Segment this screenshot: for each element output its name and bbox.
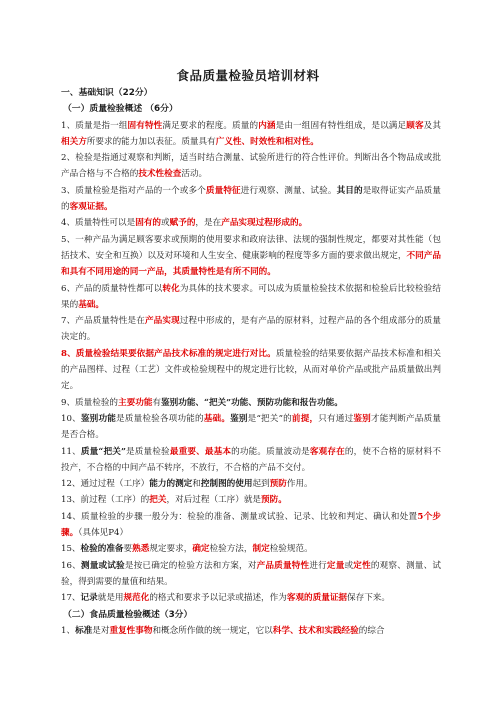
emphasis-text: 基础。 [78, 299, 104, 310]
body-text: 有 [152, 397, 162, 408]
body-text: 12、通过过程（工序） [61, 479, 150, 490]
body-text: 活动。 [181, 169, 208, 180]
emphasis-text: 定性 [353, 560, 371, 571]
emphasis-text: 把关 [149, 495, 167, 506]
body-text: ，对后过程（工序）就是 [166, 495, 262, 506]
emphasis-text: 主要功能 [118, 397, 153, 408]
subsection-heading-inspection-overview: （一）质量检验概述 （6分） [63, 104, 178, 115]
emphasis-text: 科学、技术和实践经验 [272, 625, 359, 636]
bold-text: 能力的测定 [149, 479, 193, 490]
body-text: 的综合 [358, 625, 385, 636]
body-text: 满足要求的程度。质量的 [162, 120, 259, 131]
emphasis-text: 不同产品和具有不同用途的同一产品，其质量特性是有所不同的。 [61, 250, 441, 278]
emphasis-text: 规范化 [123, 593, 150, 604]
body-text: 6、产品的质量特性都可以 [61, 283, 163, 294]
emphasis-text: 质量特征 [205, 185, 241, 196]
numbered-paragraph [61, 150, 441, 183]
body-text: 是取得证实产品质量的 [61, 185, 441, 213]
body-text: 和 [192, 479, 201, 490]
emphasis-text: 产品实现过程形成的。 [221, 218, 308, 229]
body-text: 5、一种产品为满足顾客要求或预期的使用要求和政府法律、法规的强制性规定，都要对其性能（包括技术、安全和互换）以及对环境和人生安全、健康影响的程度等多方面的要求做出规定， [61, 234, 441, 261]
body-text: 13、前过程（工序）的 [61, 495, 150, 506]
body-text: 规定要求， [149, 544, 193, 555]
body-text: 质量检验的结果要依据产品技术标准和相关的产品图样、过程（工艺）文件或检验规程中的规定进行比较，从而对单价产品或批产品质量做出判定。 [61, 348, 441, 392]
body-text: 15、 [61, 544, 81, 555]
emphasis-text: 确定 [192, 544, 210, 555]
numbered-paragraph [61, 346, 441, 395]
numbered-paragraph [61, 232, 441, 281]
body-text: 为具体的技术要求。可以成为质量检验技术依据和检验后比较检验结果的 [61, 283, 441, 310]
bold-text: 控制图的使用 [200, 479, 253, 490]
document-title: 食品质量检验员培训材料 [176, 68, 320, 83]
bold-text: 质量“把关” [80, 446, 126, 457]
numbered-paragraph [61, 444, 441, 477]
emphasis-text: 8、质量检验结果要依据产品技术标准的规定进行对比。 [61, 348, 276, 359]
body-text: 作用。 [286, 479, 313, 490]
body-text: 4、质量特性可以是 [61, 218, 136, 229]
body-text: 或 [344, 560, 354, 571]
body-text: 检验规范。 [269, 544, 313, 555]
body-text: 3、质量检验是指对产品的一个或多个 [61, 185, 206, 196]
body-text: 14、质量检验的步骤一般分为：检验的准备、测量或试验、记录、比较和判定、确认和处置 [61, 511, 418, 522]
numbered-paragraph [61, 313, 441, 346]
numbered-paragraph [61, 476, 441, 492]
emphasis-text: 产品实现 [144, 316, 180, 327]
bold-text: 鉴别功能 [80, 413, 117, 424]
body-text: 的格式和要求予以记录或描述，作为 [149, 593, 287, 604]
body-text: 16、 [61, 560, 81, 571]
bold-text: 鉴别 [230, 413, 248, 424]
bold-text: 测量或试验 [80, 560, 125, 571]
body-text: 进行观察、测量、试验。 [240, 185, 337, 196]
body-text: 是质量检验 [125, 446, 170, 457]
body-text: 保存下来。 [347, 593, 390, 604]
body-text: 及其 [423, 120, 441, 131]
body-text: 1、质量是指一组 [61, 120, 128, 131]
body-text: 检验方法， [209, 544, 253, 555]
emphasis-text: 客观存在 [309, 446, 345, 457]
numbered-paragraph [61, 492, 441, 508]
numbered-paragraph [61, 411, 441, 444]
body-text: 9、质量检验的 [61, 397, 119, 408]
emphasis-text: 赋予的 [169, 218, 196, 229]
body-text: 11、 [61, 446, 81, 457]
body-text: 是对 [92, 625, 110, 636]
body-text: 过程中形成的，是有产品的原材料，过程产品的各个组成部分的质量决定的。 [61, 316, 441, 343]
body-text: 要 [123, 544, 133, 555]
bold-text: 检验的准备 [80, 544, 124, 555]
body-text: 的观察、测量、试验，得到需要的量值和结果。 [61, 560, 441, 587]
emphasis-text: 5个步骤。 [61, 511, 442, 539]
bold-text: 记录 [80, 593, 98, 604]
numbered-paragraph [61, 558, 441, 591]
body-text: 才能判断产品质量是否合格。 [61, 413, 441, 441]
numbered-paragraph [61, 509, 441, 542]
numbered-paragraph [61, 590, 441, 606]
body-text: 是质量检验各项功能的 [116, 413, 204, 424]
body-text: 是“把关”的 [247, 413, 292, 424]
body-text: 就是用 [97, 593, 124, 604]
body-text: 是由一组固有特性组成，是以满足 [275, 120, 407, 131]
body-text: 只有通过 [318, 413, 354, 424]
numbered-paragraph [61, 541, 441, 557]
body-text: ，是在 [195, 218, 222, 229]
emphasis-text: 固有的 [135, 218, 162, 229]
body-text: 的功能。质量波动是 [231, 446, 310, 457]
bold-text: 鉴别功能、“把关”功能、预防功能和报告功能。 [161, 397, 343, 408]
body-text: 7、产品质量特性是在 [61, 316, 145, 327]
emphasis-text: 熟悉 [132, 544, 150, 555]
body-text: 是按已确定的检验方法和方案，对 [124, 560, 257, 571]
emphasis-text: 客观证据。 [69, 202, 113, 213]
emphasis-text: 广义性、时效性和相对性。 [215, 136, 319, 147]
body-text: 2、检验是指通过观察和判断，适当时结合测量、试验所进行的符合性评价。判断出各个物品成或批产品合格与不合格的 [61, 153, 441, 180]
emphasis-text: 产品质量特性 [256, 560, 310, 571]
subsection-heading-food-inspection-overview: （二）食品质量检验概述（3分） [63, 609, 193, 620]
body-text: 进行 [309, 560, 327, 571]
numbered-paragraph [61, 395, 441, 411]
body-text: 或 [161, 218, 170, 229]
bold-text: 标准 [75, 625, 93, 636]
emphasis-text: 技术性检查 [138, 169, 182, 180]
body-text: 17、 [61, 593, 81, 604]
body-text: 起到 [252, 479, 270, 490]
emphasis-text: 转化 [162, 283, 180, 294]
body-text: （具体见P4） [78, 528, 129, 539]
numbered-paragraph [61, 281, 441, 314]
emphasis-text: 最重要、最基本 [169, 446, 232, 457]
emphasis-text: 顾客 [406, 120, 424, 131]
numbered-paragraph [61, 183, 441, 216]
emphasis-text: 预防 [269, 479, 287, 490]
section-heading-basics: 一、基础知识（22分） [61, 88, 153, 98]
paragraph-list [61, 118, 441, 607]
emphasis-text: 基础。 [203, 413, 231, 424]
body-text: 所要求的能力加以表征。质量具有 [86, 136, 216, 147]
numbered-paragraph [61, 118, 441, 151]
numbered-paragraph [61, 215, 441, 231]
emphasis-text: 固有特性 [127, 120, 163, 131]
emphasis-text: 相关方 [61, 136, 87, 147]
body-text: 1、 [61, 625, 76, 636]
paragraph-standard-definition [61, 623, 441, 639]
emphasis-text: 制定 [252, 544, 270, 555]
emphasis-text: 预防。 [261, 495, 287, 506]
body-text: 10、 [61, 413, 81, 424]
bold-text: 其目的 [336, 185, 363, 196]
emphasis-text: 客观的质量证据 [286, 593, 348, 604]
emphasis-text: 前提， [291, 413, 319, 424]
document-body [61, 85, 441, 639]
emphasis-text: 内涵 [258, 120, 276, 131]
emphasis-text: 鉴别 [353, 413, 371, 424]
body-text: 的，使不合格的原材料不投产，不合格的中间产品不转序，不放行，不合格的产品不交付。 [61, 446, 441, 473]
emphasis-text: 定量 [326, 560, 345, 571]
body-text: 和概念所作做的统一规定，它以 [152, 625, 273, 636]
emphasis-text: 重复性事物 [109, 625, 153, 636]
